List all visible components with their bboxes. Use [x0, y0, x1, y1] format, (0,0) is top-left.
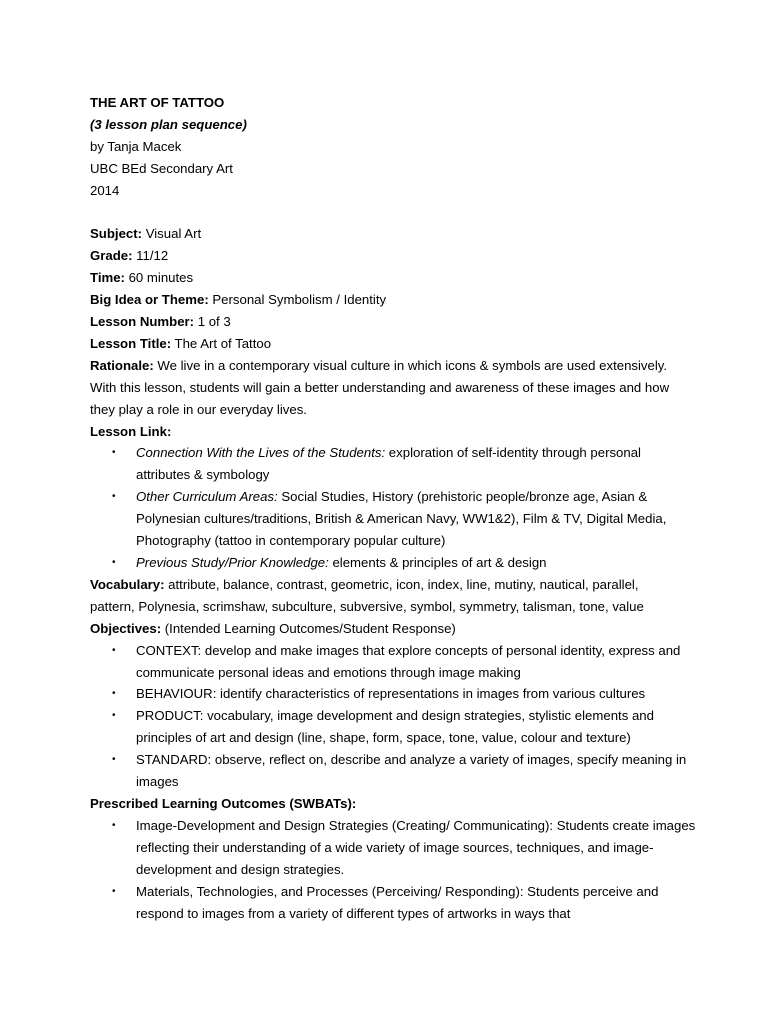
program-line: UBC BEd Secondary Art — [90, 160, 233, 176]
rationale-value: We live in a contemporary visual culture in which icons & symbols are used extensively. With this lesson, students will gain a better understanding and awareness of these images and how they play a role in our everyday lives. — [90, 357, 670, 417]
grade-field — [90, 245, 690, 267]
list-item — [90, 640, 696, 684]
list-item — [90, 749, 696, 793]
list-item — [90, 442, 696, 486]
list-item-text: CONTEXT: develop and make images that explore concepts of personal identity, express and communicate personal ideas and emotions through image making — [136, 642, 681, 680]
list-item — [90, 683, 696, 705]
subject-label: Subject: — [90, 226, 143, 242]
list-item-text: Materials, Technologies, and Processes (Perceiving/ Responding): Students perceive and respond to images from a variety of different types of artworks in ways that — [136, 883, 659, 921]
rationale-label: Rationale: — [90, 357, 154, 373]
document-subtitle: (3 lesson plan sequence) — [90, 116, 247, 132]
theme-value: Personal Symbolism / Identity — [208, 292, 387, 308]
theme-label: Big Idea or Theme: — [90, 292, 209, 308]
list-item — [90, 705, 696, 749]
list-item-text: elements & principles of art & design — [328, 555, 547, 571]
objectives-label: Objectives: — [90, 620, 162, 636]
plo-list — [90, 815, 696, 925]
list-item-text: BEHAVIOUR: identify characteristics of representations in images from various cultures — [136, 686, 646, 702]
list-item-text: Social Studies, History (prehistoric people/bronze age, Asian & Polynesian cultures/traditions, British & American Navy, WW1&2), Film & TV, Digital Media, Photography (tattoo in contemporary popular culture) — [136, 489, 667, 549]
list-item — [90, 881, 696, 925]
bullet-icon: • — [112, 644, 116, 656]
bullet-icon: • — [112, 557, 116, 569]
bullet-icon: • — [112, 754, 116, 766]
spacer — [90, 202, 690, 224]
bullet-icon: • — [112, 710, 116, 722]
author-line: by Tanja Macek — [90, 138, 182, 154]
list-item-label: Other Curriculum Areas: — [136, 489, 278, 505]
list-item-text: PRODUCT: vocabulary, image development and design strategies, stylistic elements and principles of art and design (line, shape, form, space, tone, value, colour and texture) — [136, 708, 654, 746]
objectives-list — [90, 640, 690, 793]
list-item-text: exploration of self-identity through personal attributes & symbology — [136, 445, 641, 483]
time-label: Time: — [90, 270, 125, 286]
list-item-label: Previous Study/Prior Knowledge: — [136, 555, 329, 571]
subject-value: Visual Art — [142, 226, 202, 242]
bullet-icon: • — [112, 491, 116, 503]
lesson-number-label: Lesson Number: — [90, 314, 195, 330]
list-item — [90, 552, 696, 574]
document-page — [90, 92, 696, 924]
time-field — [90, 267, 690, 289]
vocabulary-field — [90, 574, 680, 618]
bullet-icon: • — [112, 447, 116, 459]
objectives-value: (Intended Learning Outcomes/Student Response) — [161, 620, 456, 636]
vocabulary-value: attribute, balance, contrast, geometric, icon, index, line, mutiny, nautical, parallel, pattern, Polynesia, scrimshaw, subculture, subversive, symbol, symmetry, talisman, tone, value — [90, 576, 644, 614]
objectives-field — [90, 618, 690, 640]
document-title: THE ART OF TATTOO — [90, 95, 225, 110]
list-item — [90, 486, 696, 552]
lesson-link-label: Lesson Link: — [90, 423, 172, 439]
rationale-field — [90, 355, 680, 421]
list-item — [90, 815, 696, 881]
subject-field — [90, 223, 690, 245]
year-line: 2014 — [90, 182, 120, 198]
list-item-text: Image-Development and Design Strategies (Creating/ Communicating): Students create images reflecting their understanding of a wide variety of image sources, techniques, and image-development and design strategies. — [136, 817, 696, 877]
list-item-text: STANDARD: observe, reflect on, describe and analyze a variety of images, specify meaning in images — [136, 752, 687, 790]
vocabulary-label: Vocabulary: — [90, 576, 165, 592]
lesson-title-value: The Art of Tattoo — [171, 335, 272, 351]
bullet-icon: • — [112, 819, 116, 831]
bullet-icon: • — [112, 688, 116, 700]
lesson-number-field — [90, 311, 690, 333]
time-value: 60 minutes — [124, 270, 194, 286]
lesson-link-list — [90, 442, 690, 573]
grade-value: 11/12 — [132, 248, 169, 264]
theme-field — [90, 289, 690, 311]
lesson-title-field — [90, 333, 690, 355]
lesson-number-value: 1 of 3 — [194, 314, 231, 330]
bullet-icon: • — [112, 885, 116, 897]
lesson-title-label: Lesson Title: — [90, 335, 172, 351]
grade-label: Grade: — [90, 248, 133, 264]
list-item-label: Connection With the Lives of the Students: — [136, 445, 386, 461]
plo-label: Prescribed Learning Outcomes (SWBATs): — [90, 795, 357, 811]
